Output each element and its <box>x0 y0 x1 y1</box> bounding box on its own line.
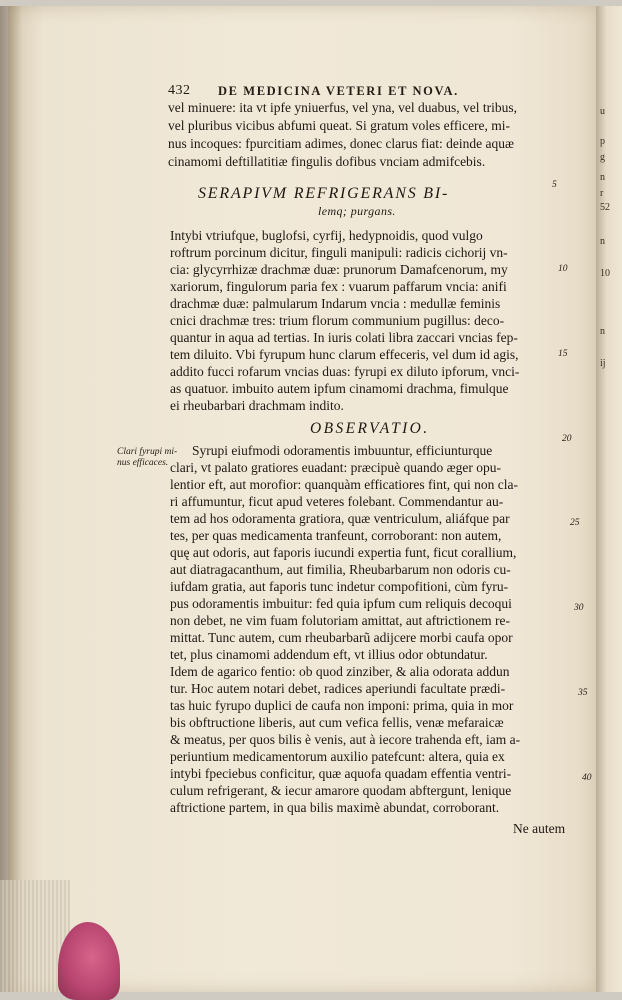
text-line: lentior eft, aut morofior: quanquàm efficatiores fint, qui non cla- <box>170 477 519 492</box>
adjacent-fragment: ij <box>600 358 606 369</box>
line-number: 35 <box>578 688 588 698</box>
margin-note-line: Clari fyrupi mi- <box>117 447 178 457</box>
text-line: addito fucci rofarum vncias duas: fyrupi ex diluto ipforum, vnci- <box>170 364 520 379</box>
text-line: mittat. Tunc autem, cum rheubarbarũ adijcere morbi caufa opor <box>170 630 513 645</box>
text-line: nus incoques: fpurcitiam adimes, donec clarus fiat: deinde aquæ <box>168 136 515 151</box>
text-line: tem diluito. Vbi fyrupum hunc clarum effeceris, vel dum id agis, <box>170 347 519 362</box>
margin-note <box>117 447 177 469</box>
adjacent-fragment: 10 <box>600 268 610 279</box>
text-line: vel pluribus vicibus abfumi queat. Si gratum voles efficere, mi- <box>168 118 511 133</box>
text-line: cnici drachmæ tres: trium florum communium pugillus: deco- <box>170 313 505 328</box>
text-line: & meatus, per quos bilis è venis, aut à iecore trahenda eft, iam a- <box>170 732 521 747</box>
text-line: ei rheubarbari drachmam indito. <box>170 398 344 413</box>
adjacent-fragment: 52 <box>600 202 610 213</box>
adjacent-fragment: n <box>600 236 605 247</box>
gutter-shadow <box>0 6 22 992</box>
adjacent-fragment: r <box>600 188 604 199</box>
section-heading: SERAPIVM REFRIGERANS BI- <box>198 185 450 202</box>
line-number: 20 <box>562 434 572 444</box>
text-line: clari, vt palato gratiores euadant: præcipuè quando æger opu- <box>170 460 502 475</box>
text-line: aut diatragacanthum, aut fimilia, Rheubarbarum non odoris cu- <box>170 562 511 577</box>
text-line: periuntium medicamentorum auxilio patefcunt: altera, quia ex <box>170 749 505 764</box>
text-line: vel minuere: ita vt ipfe yniuerfus, vel yna, vel duabus, vel tribus, <box>168 100 518 115</box>
adjacent-fragment: g <box>600 152 605 163</box>
text-line: drachmæ duæ: palmularum Indarum vncia : medullæ feminis <box>170 296 501 311</box>
text-line: Intybi vtriufque, buglofsi, cyrfij, hedypnoidis, quod vulgo <box>170 228 483 243</box>
adjacent-fragment: n <box>600 326 605 337</box>
text-line: cinamomi deftillatitiæ fingulis dofibus vnciam admifcebis. <box>168 154 486 169</box>
line-number: 40 <box>582 773 592 783</box>
text-line: ri affumuntur, ficut apud veteres folebant. Commendantur au- <box>170 494 504 509</box>
text-line: pus odoramentis imbuitur: fed quia ipfum cum reliquis decoqui <box>170 596 512 611</box>
text-line: quantur in aqua ad tertias. In iuris colati libra zaccari vncias fep- <box>170 330 518 345</box>
line-number: 15 <box>558 349 568 359</box>
text-line: roftrum porcinum dicitur, finguli manipuli: radicis cichorij vn- <box>170 245 508 260</box>
line-number: 5 <box>552 180 557 190</box>
text-line: iufdam gratia, aut faporis tunc indetur compofitioni, cùm fyru- <box>170 579 509 594</box>
text-line: tas huic fyrupo duplici de caufa non imponi: prima, quia in mor <box>170 698 514 713</box>
text-line: non debet, ne vim fuam folutoriam amittat, aut aftrictionem re- <box>170 613 511 628</box>
line-number: 30 <box>574 603 584 613</box>
observatio-heading: OBSERVATIO. <box>310 420 430 437</box>
adjacent-fragment: n <box>600 172 605 183</box>
catchword: Ne autem <box>513 821 566 836</box>
text-line: tet, plus cinamomi addendum eft, vt illius odor obtundatur. <box>170 647 488 662</box>
section-subheading: lemq; purgans. <box>318 204 396 218</box>
margin-note-line: nus efficaces. <box>117 458 169 468</box>
text-line: xariorum, fingulorum paria fex : vuarum paffarum vncia: anifi <box>170 279 507 294</box>
text-line: quę aut odoris, aut faporis iucundi expertia funt, ficut corallium, <box>170 545 517 560</box>
running-title: DE MEDICINA VETERI ET NOVA. <box>218 84 459 98</box>
text-line: tur. Hoc autem notari debet, radices aperiundi facultate prædi- <box>170 681 506 696</box>
text-line: tes, per quas medicamenta tranfeunt, corroborant: non autem, <box>170 528 502 543</box>
text-line: intybi fpeciebus conficitur, quæ aquofa quadam effentia ventri- <box>170 766 512 781</box>
text-line: tem ad hos odoramenta gratiora, quæ ventriculum, aliáfque par <box>170 511 510 526</box>
text-line: cia: glycyrrhizæ drachmæ duæ: prunorum Damafcenorum, my <box>170 262 508 277</box>
text-line: Syrupi eiufmodi odoramentis imbuuntur, efficiunturque <box>192 443 493 458</box>
text-line: bis obftructione liberis, aut cum vefica fellis, venæ mefaraicæ <box>170 715 504 730</box>
adjacent-fragment: p <box>600 136 605 147</box>
text-line: culum refrigerant, & iecur amarore quodam abftergunt, lenique <box>170 783 512 798</box>
adjacent-fragment: u <box>600 106 605 117</box>
adjacent-page-edge <box>596 6 622 992</box>
page-number: 432 <box>168 83 191 98</box>
text-line: Idem de agarico fentio: ob quod zinziber, & alia odorata addun <box>170 664 510 679</box>
text-line: aftrictione partem, in qua bilis maximè abundat, corroborant. <box>170 800 500 815</box>
text-line: as quatuor. imbuito autem ipfum cinamomi drachma, fimulque <box>170 381 509 396</box>
line-number: 25 <box>570 518 580 528</box>
line-number: 10 <box>558 264 568 274</box>
